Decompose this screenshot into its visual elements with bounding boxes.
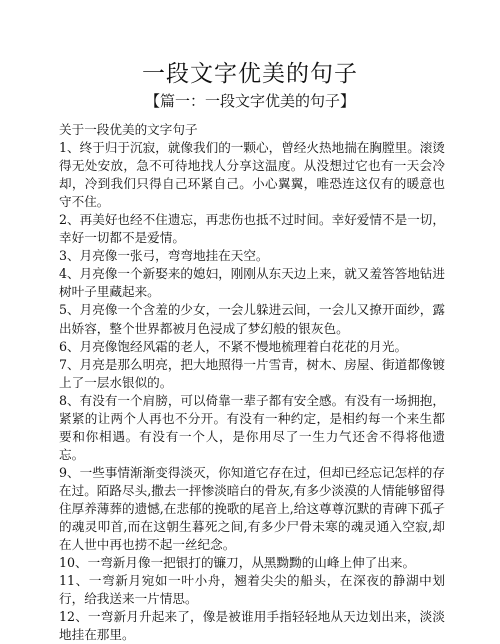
paragraph-5: 5、月亮像一个含羞的少女，一会儿躲进云间，一会儿又撩开面纱，露出娇容，整个世界都被月色浸成了梦幻般的银灰色。 [59, 302, 445, 336]
paragraph-3: 3、月亮像一张弓，弯弯地挂在天空。 [59, 248, 269, 264]
paragraph-10: 10、一弯新月像一把银打的镰刀，从黑黝黝的山峰上伸了出来。 [59, 555, 416, 571]
paragraph-9: 9、一些事情渐渐变得淡灭，你知道它存在过，但却已经忘记怎样的存在过。陌路尽头,撒去一抨惨淡暗白的骨灰,有多少淡漠的人情能够留得住厚养薄葬的遗憾,在悲郁的挽歌的尾音上,给这尊尊沉默的青碑下孤孑的魂灵叩首,而在这朝生暮死之间,有多少尸骨未寒的魂灵通入空寂,却在人世中再也捞不起一丝纪念。 [59, 464, 445, 553]
paragraph-1: 1、终于归于沉寂，就像我们的一颗心，曾经火热地揣在胸膛里。滚烫得无处安放，急不可待地找人分享这温度。从没想过它也有一天会冷却，冷到我们只得自己环紧自己。小心翼翼，唯恐连这仅有的暖意也守不住。 [59, 140, 445, 210]
paragraph-11: 11、一弯新月宛如一叶小舟，翘着尖尖的船头，在深夜的静湖中划行，给我送来一片情思。 [59, 573, 445, 607]
document-title: 一段文字优美的句子 [142, 61, 358, 87]
paragraph-2: 2、再美好也经不住遗忘，再悲伤也抵不过时间。幸好爱情不是一切，幸好一切都不是爱情。 [59, 212, 445, 246]
paragraph-12: 12、一弯新月升起来了，像是被谁用手指轻轻地从天边划出来，淡淡地挂在那里。 [59, 609, 445, 643]
document-subtitle: 【篇一：一段文字优美的句子】 [144, 92, 355, 110]
section-heading: 关于一段优美的文字句子 [59, 122, 198, 137]
paragraph-4: 4、月亮像一个新娶来的媳妇，刚刚从东天边上来，就又羞答答地钻进树叶子里藏起来。 [59, 266, 445, 300]
paragraph-8: 8、有没有一个肩膀，可以倚靠一辈子都有安全感。有没有一场拥抱，紧紧的让两个人再也不分开。有没有一种约定，是相约每一个来生都要和你相遇。有没有一个人，是你用尽了一生力气还舍不得将他遗忘。 [59, 392, 445, 462]
paragraph-7: 7、月亮是那么明亮，把大地照得一片雪青，树木、房屋、街道都像镀上了一层水银似的。 [59, 356, 445, 390]
document-body [59, 121, 445, 644]
paragraph-6: 6、月亮像饱经风霜的老人，不紧不慢地梳理着白花花的月光。 [59, 338, 408, 354]
